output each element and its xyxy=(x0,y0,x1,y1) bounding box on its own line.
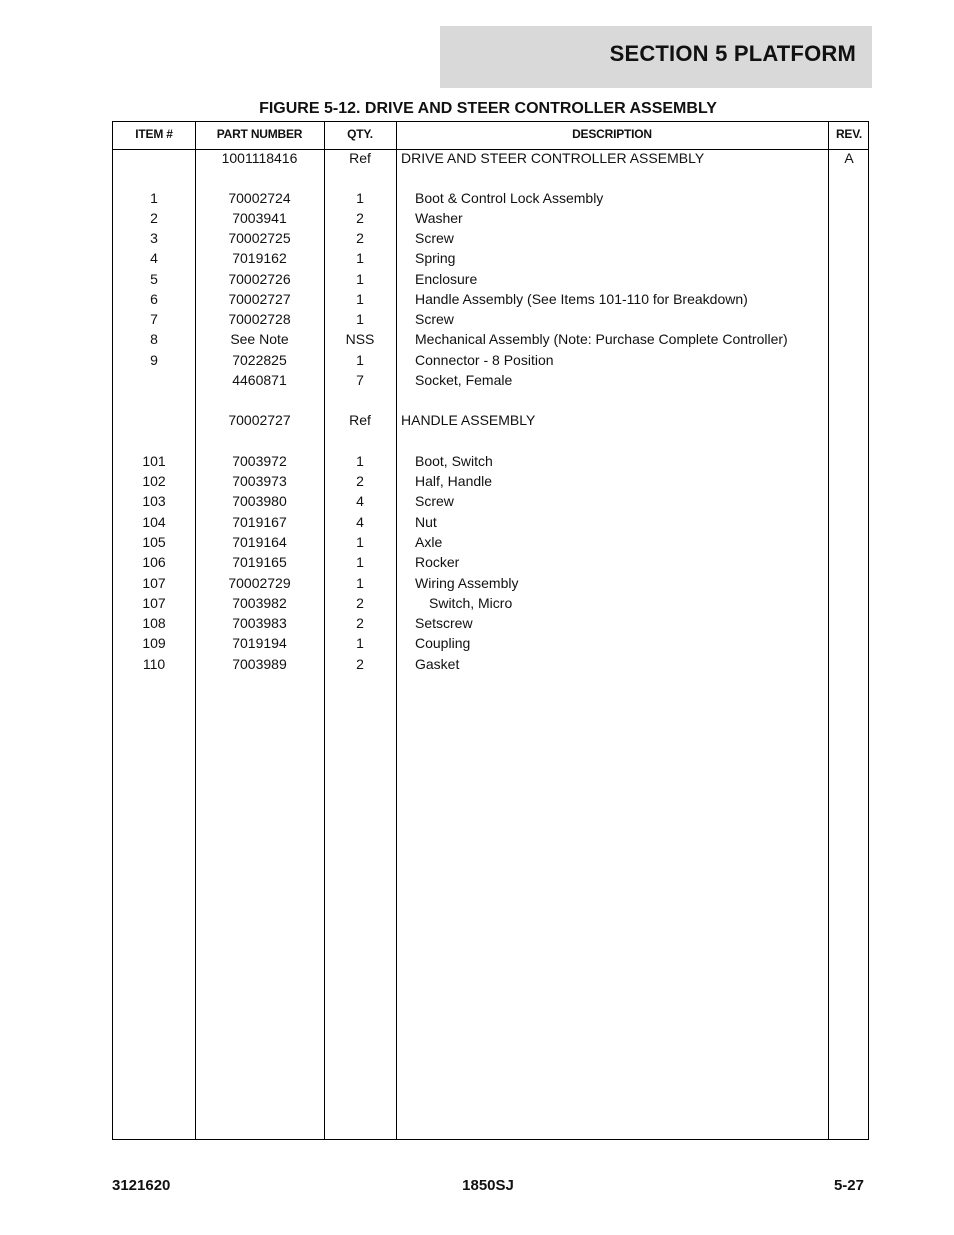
description-cell: Screw xyxy=(415,493,454,509)
part-number-cell: 7003941 xyxy=(232,210,287,226)
part-number-cell: 7019194 xyxy=(232,635,287,651)
qty-cell: 1 xyxy=(356,311,364,327)
table-row xyxy=(113,188,868,208)
footer-page-number: 5-27 xyxy=(833,1177,864,1194)
rev-cell xyxy=(828,491,870,511)
item-cell: 8 xyxy=(150,331,158,347)
item-cell: 107 xyxy=(142,575,166,591)
part-number-cell: 70002727 xyxy=(228,412,291,428)
description-cell: Screw xyxy=(415,230,454,246)
rev-cell xyxy=(828,350,870,370)
table-row xyxy=(113,248,868,268)
qty-cell: 2 xyxy=(356,656,364,672)
table-row xyxy=(113,309,868,329)
qty-cell: Ref xyxy=(349,150,371,166)
item-cell: 4 xyxy=(150,250,158,266)
table-row xyxy=(113,633,868,653)
description-cell: Wiring Assembly xyxy=(415,575,519,591)
table-row xyxy=(113,370,868,390)
description-cell: Half, Handle xyxy=(415,473,493,489)
part-number-cell: 7003973 xyxy=(232,473,287,489)
part-number-cell: 4460871 xyxy=(232,372,287,388)
qty-cell: 1 xyxy=(356,352,364,368)
description-cell: Socket, Female xyxy=(415,372,513,388)
item-cell xyxy=(113,148,195,168)
description-cell: Spring xyxy=(415,250,456,266)
part-number-cell: 7003982 xyxy=(232,595,287,611)
header-qty: QTY. xyxy=(347,127,373,141)
table-row xyxy=(113,148,868,168)
item-cell: 7 xyxy=(150,311,158,327)
item-cell: 2 xyxy=(150,210,158,226)
part-number-cell: 70002725 xyxy=(228,230,291,246)
rev-cell xyxy=(828,188,870,208)
qty-cell: 4 xyxy=(356,514,364,530)
description-cell: Boot & Control Lock Assembly xyxy=(415,190,604,206)
item-cell: 1 xyxy=(150,190,158,206)
rev-cell xyxy=(828,269,870,289)
rev-cell xyxy=(828,552,870,572)
table-row xyxy=(113,410,868,430)
qty-cell: 1 xyxy=(356,575,364,591)
qty-cell: 1 xyxy=(356,250,364,266)
description-cell: Screw xyxy=(415,311,454,327)
item-cell: 105 xyxy=(142,534,166,550)
qty-cell: 1 xyxy=(356,291,364,307)
description-cell: DRIVE AND STEER CONTROLLER ASSEMBLY xyxy=(401,150,705,166)
part-number-cell: 7003980 xyxy=(232,493,287,509)
table-row xyxy=(113,532,868,552)
table-row xyxy=(113,512,868,532)
rev-cell xyxy=(828,471,870,491)
header-rev: REV. xyxy=(835,127,863,141)
qty-cell: 2 xyxy=(356,595,364,611)
part-number-cell: 7019162 xyxy=(232,250,287,266)
table-row xyxy=(113,208,868,228)
part-number-cell: 7022825 xyxy=(232,352,287,368)
part-number-cell: 7019164 xyxy=(232,534,287,550)
description-cell: Coupling xyxy=(415,635,471,651)
part-number-cell: See Note xyxy=(230,331,289,347)
description-cell: Handle Assembly (See Items 101-110 for Breakdown) xyxy=(415,291,748,307)
item-cell: 5 xyxy=(150,271,158,287)
description-cell: Rocker xyxy=(415,554,460,570)
section-title: SECTION 5 PLATFORM xyxy=(609,41,856,66)
rev-cell xyxy=(828,532,870,552)
qty-cell: 2 xyxy=(356,230,364,246)
table-row xyxy=(113,573,868,593)
rev-cell xyxy=(828,370,870,390)
rev-cell: A xyxy=(844,150,854,166)
table-row xyxy=(113,552,868,572)
description-cell: Washer xyxy=(415,210,463,226)
qty-cell: 1 xyxy=(356,190,364,206)
rev-cell xyxy=(828,512,870,532)
rev-cell xyxy=(828,613,870,633)
rev-cell xyxy=(828,208,870,228)
rev-cell xyxy=(828,410,870,430)
rev-cell xyxy=(828,228,870,248)
item-cell: 102 xyxy=(142,473,166,489)
qty-cell: 2 xyxy=(356,210,364,226)
qty-cell: Ref xyxy=(349,412,371,428)
table-row xyxy=(113,329,868,349)
part-number-cell: 7003972 xyxy=(232,453,287,469)
item-cell: 103 xyxy=(142,493,166,509)
table-row xyxy=(113,471,868,491)
item-cell xyxy=(113,410,195,430)
part-number-cell: 7003983 xyxy=(232,615,287,631)
qty-cell: 7 xyxy=(356,372,364,388)
header-description: DESCRIPTION xyxy=(572,127,652,141)
description-cell: Setscrew xyxy=(415,615,473,631)
description-cell: HANDLE ASSEMBLY xyxy=(401,412,536,428)
part-number-cell: 7019165 xyxy=(232,554,287,570)
qty-cell: 2 xyxy=(356,473,364,489)
item-cell: 109 xyxy=(142,635,166,651)
table-row xyxy=(113,491,868,511)
rev-cell xyxy=(828,573,870,593)
table-row xyxy=(113,451,868,471)
rev-cell xyxy=(828,309,870,329)
qty-cell: 1 xyxy=(356,554,364,570)
table-row xyxy=(113,613,868,633)
table-row xyxy=(113,654,868,674)
item-cell: 3 xyxy=(150,230,158,246)
qty-cell: 4 xyxy=(356,493,364,509)
table-header xyxy=(113,122,868,150)
rev-cell xyxy=(828,248,870,268)
parts-table xyxy=(112,121,869,1140)
section-banner xyxy=(440,26,872,88)
rev-cell xyxy=(828,289,870,309)
part-number-cell: 70002724 xyxy=(228,190,291,206)
table-row xyxy=(113,228,868,248)
description-cell: Enclosure xyxy=(415,271,478,287)
part-number-cell: 70002728 xyxy=(228,311,291,327)
description-cell: Mechanical Assembly (Note: Purchase Complete Controller) xyxy=(415,331,788,347)
rev-cell xyxy=(828,654,870,674)
item-cell xyxy=(113,370,195,390)
qty-cell: 1 xyxy=(356,453,364,469)
qty-cell: NSS xyxy=(345,331,375,347)
part-number-cell: 7003989 xyxy=(232,656,287,672)
header-item: ITEM # xyxy=(135,127,173,141)
part-number-cell: 70002727 xyxy=(228,291,291,307)
description-cell: Boot, Switch xyxy=(415,453,493,469)
table-row xyxy=(113,289,868,309)
part-number-cell: 7019167 xyxy=(232,514,287,530)
item-cell: 6 xyxy=(150,291,158,307)
item-cell: 104 xyxy=(142,514,166,530)
rev-cell xyxy=(828,633,870,653)
item-cell: 106 xyxy=(142,554,166,570)
part-number-cell: 1001118416 xyxy=(221,150,298,166)
item-cell: 110 xyxy=(142,656,166,672)
table-row xyxy=(113,269,868,289)
qty-cell: 2 xyxy=(356,615,364,631)
description-cell: Switch, Micro xyxy=(429,595,513,611)
qty-cell: 1 xyxy=(356,635,364,651)
qty-cell: 1 xyxy=(356,271,364,287)
rev-cell xyxy=(828,451,870,471)
figure-title: FIGURE 5-12. DRIVE AND STEER CONTROLLER ASSEMBLY xyxy=(259,100,717,117)
description-cell: Connector - 8 Position xyxy=(415,352,554,368)
description-cell: Gasket xyxy=(415,656,460,672)
part-number-cell: 70002726 xyxy=(228,271,291,287)
part-number-cell: 70002729 xyxy=(228,575,291,591)
header-part-number: PART NUMBER xyxy=(216,127,303,141)
footer-document-number: 3121620 xyxy=(112,1177,171,1194)
table-row xyxy=(113,593,868,613)
description-cell: Nut xyxy=(415,514,437,530)
item-cell: 101 xyxy=(142,453,166,469)
description-cell: Axle xyxy=(415,534,443,550)
item-cell: 108 xyxy=(142,615,166,631)
rev-cell xyxy=(828,329,870,349)
qty-cell: 1 xyxy=(356,534,364,550)
item-cell: 9 xyxy=(150,352,158,368)
table-row xyxy=(113,350,868,370)
footer-model: 1850SJ xyxy=(462,1177,514,1194)
item-cell: 107 xyxy=(142,595,166,611)
rev-cell xyxy=(828,593,870,613)
